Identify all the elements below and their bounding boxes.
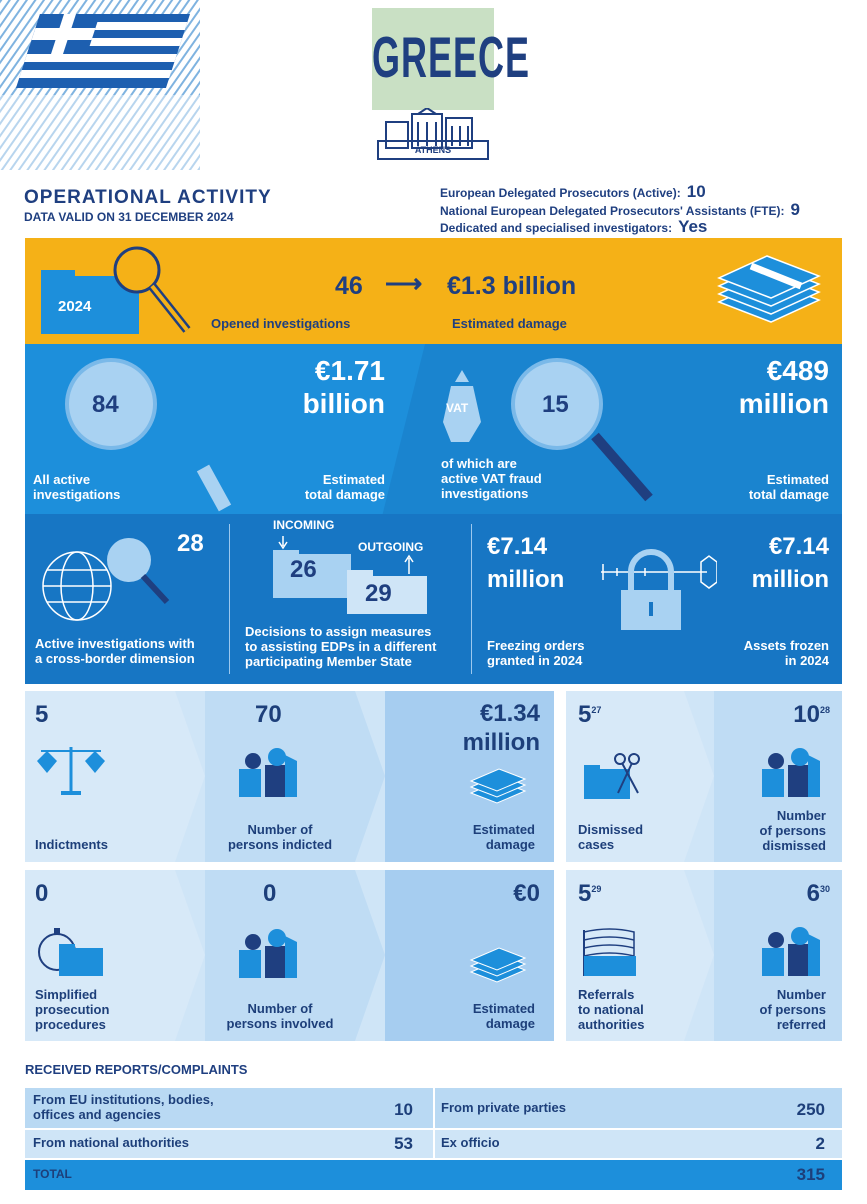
persons-icon	[235, 926, 305, 982]
simplified-damage-label	[405, 1001, 535, 1031]
cross-border-count: 28	[177, 530, 204, 557]
private-label: From private parties	[441, 1100, 566, 1115]
label-line: to national	[578, 1002, 644, 1017]
city-label: ATHENS	[377, 140, 489, 160]
label-line: Decisions to assign measures	[245, 624, 432, 639]
exofficio-value: 2	[815, 1134, 825, 1153]
scissors-folder-icon	[580, 753, 650, 801]
value-line: €489	[766, 355, 829, 386]
value-line: million	[738, 388, 829, 419]
value-line: €7.14	[487, 533, 548, 560]
stat-value: 9	[790, 200, 800, 219]
national-value: 53	[394, 1134, 413, 1153]
year-label: 2024	[58, 298, 92, 315]
label-line: Estimated	[472, 1001, 535, 1016]
cross-border-band	[25, 514, 842, 684]
footnote: 28	[819, 705, 830, 715]
value-line: €1.71	[314, 355, 385, 386]
folder-magnifier-icon	[37, 246, 202, 340]
persons-icon	[758, 924, 828, 980]
stat-investigators	[440, 217, 707, 237]
flag-decoration	[0, 0, 200, 170]
page-title: OPERATIONAL ACTIVITY	[24, 187, 272, 208]
label-line: procedures	[35, 1017, 106, 1032]
label-line: investigations	[441, 486, 529, 501]
active-count-label	[33, 472, 120, 502]
label-line: participating Member State	[245, 654, 412, 669]
value-line: million	[487, 566, 565, 593]
simplified-label	[35, 987, 109, 1032]
persons-indicted-count: 70	[255, 701, 282, 728]
simplified-panel	[25, 870, 554, 1041]
incoming-count: 26	[290, 556, 317, 583]
page-subtitle: DATA VALID ON 31 DECEMBER 2024	[24, 210, 234, 224]
opened-count: 46	[335, 272, 363, 300]
footnote: 27	[591, 705, 602, 715]
assets-value	[715, 530, 829, 596]
label-line: Referrals	[578, 987, 635, 1002]
value: 6	[806, 880, 820, 907]
dismissed-persons-count	[726, 701, 830, 729]
stopwatch-folder-icon	[35, 920, 115, 980]
value-line: million	[751, 566, 829, 593]
outgoing-count: 29	[365, 580, 392, 607]
value: 5	[578, 880, 592, 907]
label-line: in 2024	[784, 653, 829, 668]
persons-indicted-label	[205, 822, 355, 852]
label-line: referred	[776, 1017, 826, 1032]
label-line: Dismissed	[578, 822, 644, 837]
label-line: Estimated	[472, 822, 535, 837]
label-line: investigations	[33, 487, 121, 502]
country-logo	[372, 8, 531, 110]
indictments-panel	[25, 691, 554, 862]
label-line: Estimated	[766, 472, 829, 487]
referred-count	[726, 880, 830, 908]
dismissed-panel	[566, 691, 842, 862]
reports-row	[25, 1088, 842, 1128]
outgoing-label: OUTGOING	[358, 540, 424, 554]
stat-label: National European Delegated Prosecutors' Assistants (FTE):	[440, 204, 785, 218]
value-line: €1.34	[479, 700, 540, 727]
label-line: Estimated	[322, 472, 385, 487]
active-count: 84	[92, 391, 119, 418]
exofficio-label: Ex officio	[441, 1135, 500, 1150]
label-line: total damage	[304, 487, 385, 502]
value: 5	[578, 701, 592, 728]
value-line: billion	[302, 388, 385, 419]
freezing-label	[487, 638, 585, 668]
stat-label: European Delegated Prosecutors (Active):	[440, 186, 681, 200]
referrals-panel	[566, 870, 842, 1041]
reports-title: RECEIVED REPORTS/COMPLAINTS	[25, 1062, 248, 1077]
stat-value: 10	[686, 182, 706, 201]
eu-value: 10	[394, 1100, 413, 1119]
dismissed-label	[578, 822, 643, 852]
assets-label	[705, 638, 829, 668]
money-stack-icon	[467, 763, 531, 807]
label-line: cases	[578, 837, 615, 852]
persons-involved-label	[205, 1001, 355, 1031]
vat-damage-label	[705, 472, 829, 502]
eu-label	[33, 1092, 214, 1122]
padlock-key-icon	[597, 542, 717, 632]
scales-icon	[35, 743, 115, 801]
label-line: authorities	[578, 1017, 645, 1032]
cross-border-label	[35, 636, 195, 666]
stat-value: Yes	[678, 217, 708, 236]
label-line: damage	[485, 837, 535, 852]
opened-investigations-band	[25, 238, 842, 344]
footnote: 29	[591, 884, 602, 894]
label-line: persons indicted	[227, 837, 333, 852]
persons-icon	[235, 745, 305, 801]
total-value: 315	[796, 1165, 825, 1184]
money-stack-icon	[467, 942, 531, 986]
persons-involved-count: 0	[263, 880, 277, 907]
value-line: €7.14	[768, 533, 829, 560]
stat-edp	[440, 182, 706, 202]
national-label: From national authorities	[33, 1135, 190, 1150]
label-line: to assisting EDPs in a different	[245, 639, 437, 654]
simplified-damage: €0	[513, 880, 540, 907]
vat-badge: VAT	[446, 401, 469, 415]
vat-damage	[705, 354, 829, 420]
label-line: persons involved	[226, 1016, 334, 1031]
private-value: 250	[796, 1100, 825, 1119]
opened-damage-label: Estimated damage	[452, 316, 567, 331]
indict-damage-label	[405, 822, 535, 852]
vat-count: 15	[542, 391, 569, 418]
footnote: 30	[819, 884, 830, 894]
persons-icon	[758, 745, 828, 801]
label-line: damage	[485, 1016, 535, 1031]
label-line: prosecution	[35, 1002, 110, 1017]
label-line: granted in 2024	[487, 653, 583, 668]
label-line: a cross-border dimension	[35, 651, 195, 666]
reports-row	[25, 1130, 842, 1158]
label-line: of persons	[759, 823, 826, 838]
opened-count-label: Opened investigations	[211, 316, 351, 331]
label-line: Freezing orders	[487, 638, 585, 653]
globe-icon	[33, 532, 173, 632]
simplified-count: 0	[35, 880, 49, 907]
label-line: Number of	[247, 822, 313, 837]
label-line: Assets frozen	[743, 638, 829, 653]
value: 10	[793, 701, 820, 728]
flag-icon	[580, 926, 640, 978]
label-line: Number	[776, 987, 826, 1002]
referred-label	[716, 987, 826, 1032]
label-line: of persons	[759, 1002, 826, 1017]
money-stack-icon	[715, 252, 825, 336]
active-damage	[265, 354, 385, 420]
label-line: Active investigations with	[35, 636, 195, 651]
label-line: active VAT fraud	[441, 471, 542, 486]
stat-label: Dedicated and specialised investigators:	[440, 221, 673, 235]
vat-count-label	[441, 456, 542, 501]
label-line: All active	[33, 472, 91, 487]
label-line: Number of	[247, 1001, 313, 1016]
country-name: GREECE	[372, 24, 531, 90]
value-line: million	[462, 729, 540, 756]
referrals-label	[578, 987, 644, 1032]
referrals-count	[578, 880, 601, 908]
label-line: of which are	[441, 456, 517, 471]
decisions-label	[245, 624, 436, 669]
dismissed-persons-label	[716, 808, 826, 853]
label-line: From EU institutions, bodies,	[33, 1092, 214, 1107]
dismissed-count	[578, 701, 601, 729]
incoming-label: INCOMING	[273, 518, 335, 532]
arrow-right-icon: ⟶	[385, 268, 423, 298]
label-line: Simplified	[35, 987, 98, 1002]
opened-damage: €1.3 billion	[447, 272, 577, 300]
active-damage-label	[265, 472, 385, 502]
label-line: Number	[776, 808, 826, 823]
freezing-value	[487, 530, 564, 596]
label-line: offices and agencies	[33, 1107, 161, 1122]
label-line: total damage	[748, 487, 829, 502]
indictments-count: 5	[35, 701, 49, 728]
indictments-label: Indictments	[35, 837, 108, 852]
active-investigations-band	[25, 344, 842, 514]
total-label: TOTAL	[33, 1167, 72, 1181]
label-line: dismissed	[762, 838, 826, 853]
indict-damage	[405, 699, 540, 757]
reports-total-row	[25, 1160, 842, 1190]
